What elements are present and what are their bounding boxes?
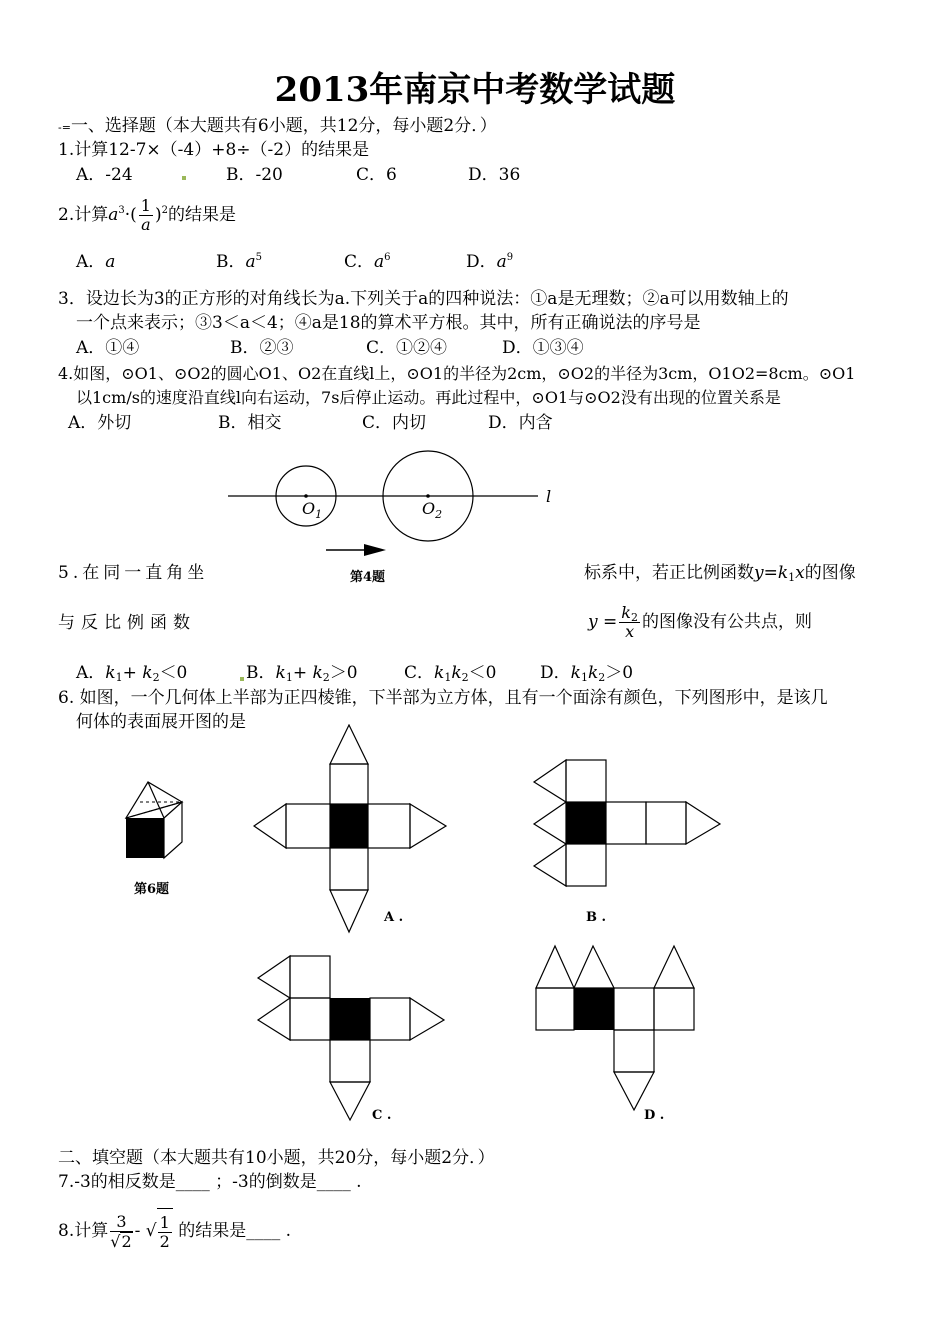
q2-option-a[interactable]: A．a	[76, 252, 116, 272]
q5-option-a[interactable]: A．$k_1+ k_2<0$	[76, 663, 188, 684]
q3-option-c[interactable]: C．①②④	[366, 338, 448, 358]
q4-option-d[interactable]: D．内含	[488, 413, 553, 433]
q2-option-d[interactable]: D．$a^9$	[466, 252, 514, 272]
q5-option-b[interactable]: B．$k_1+ k_2>0$	[246, 663, 358, 684]
q1-option-d[interactable]: D．36	[468, 165, 521, 185]
net-a	[250, 724, 450, 936]
label-o1: $O_1$	[302, 499, 323, 521]
q5-line1-left: 5.在同一直角坐	[58, 563, 209, 583]
q3-option-a[interactable]: A．①④	[76, 338, 140, 358]
q2-stem: 2.计算$a^3\cdot$( $\frac{1}{a}$ )$^2$的结果是	[58, 196, 236, 234]
q4-caption: 第4题	[350, 570, 386, 585]
label-a: A .	[384, 910, 404, 925]
label-b: B .	[586, 910, 607, 925]
q4-option-c[interactable]: C．内切	[362, 413, 427, 433]
q5-option-d[interactable]: D．$k_1k_2>0$	[540, 663, 634, 684]
section1-prefix: -=	[58, 121, 71, 134]
label-l: l	[546, 487, 552, 506]
q1-option-c[interactable]: C．6	[356, 165, 397, 185]
net-b	[530, 758, 726, 892]
speck-mark	[240, 677, 244, 681]
q5-line2-left: 与反比例函数	[58, 613, 196, 633]
q4-line1: 4.如图，⊙O1、⊙O2的圆心O1、O2在直线l上，⊙O1的半径为2cm，⊙O2的半径为3cm，O1O2=8cm。⊙O1	[58, 364, 856, 383]
section2-heading: 二、填空题（本大题共有10小题，共20分，每小题2分．）	[58, 1148, 495, 1168]
q4-option-b[interactable]: B．相交	[218, 413, 282, 433]
q3-line2: 一个点来表示；③3＜a＜4；④a是18的算术平方根。其中，所有正确说法的序号是	[76, 313, 701, 333]
label-c: C .	[372, 1108, 392, 1123]
q6-caption: 第6题	[134, 882, 170, 897]
net-d	[532, 944, 700, 1114]
q4-option-a[interactable]: A．外切	[68, 413, 132, 433]
section1-heading: -=一、选择题（本大题共有6小题，共12分，每小题2分．）	[58, 116, 497, 136]
q2-option-c[interactable]: C．$a^6$	[344, 252, 391, 272]
q4-figure	[220, 448, 570, 588]
q3-line1: 3．设边长为3的正方形的对角线长为a.下列关于a的四种说法：①a是无理数；②a可以用数轴上的	[58, 289, 789, 309]
q6-solid-figure	[118, 778, 190, 864]
q5-option-c[interactable]: C．$k_1k_2<0$	[404, 663, 497, 684]
q3-option-d[interactable]: D．①③④	[502, 338, 584, 358]
speck-mark	[182, 176, 186, 180]
q8-text: 8.计算 $\frac{3}{√2}$ - √ $\frac{1}{2}$ 的结果是____ .	[58, 1208, 291, 1255]
q2-option-b[interactable]: B．$a^5$	[216, 252, 263, 272]
q1-stem: 1.计算12-7×（-4）+8÷（-2）的结果是	[58, 140, 370, 160]
label-o2: $O_2$	[422, 499, 443, 521]
q6-line2: 何体的表面展开图的是	[76, 712, 246, 732]
q5-line2-right: y = $\frac{k_2}{x}$ 的图像没有公共点，则	[588, 603, 812, 641]
q5-line1-right: 标系中，若正比例函数$y=k_1x$的图像	[584, 563, 856, 584]
q1-option-a[interactable]: A．-24	[76, 165, 133, 185]
q3-option-b[interactable]: B．②③	[230, 338, 294, 358]
q6-line1: 6. 如图，一个几何体上半部为正四棱锥，下半部为立方体，且有一个面涂有颜色，下列图形中，是该几	[58, 688, 828, 708]
net-c	[254, 954, 450, 1124]
page-title: 2013年南京中考数学试题	[274, 70, 676, 110]
label-d: D .	[644, 1108, 665, 1123]
q4-line2: 以1cm/s的速度沿直线l向右运动，7s后停止运动。再此过程中，⊙O1与⊙O2没有出现的位置关系是	[76, 388, 781, 407]
q7-text: 7.-3的相反数是____ ；-3的倒数是____ .	[58, 1172, 362, 1192]
q1-option-b[interactable]: B．-20	[226, 165, 283, 185]
